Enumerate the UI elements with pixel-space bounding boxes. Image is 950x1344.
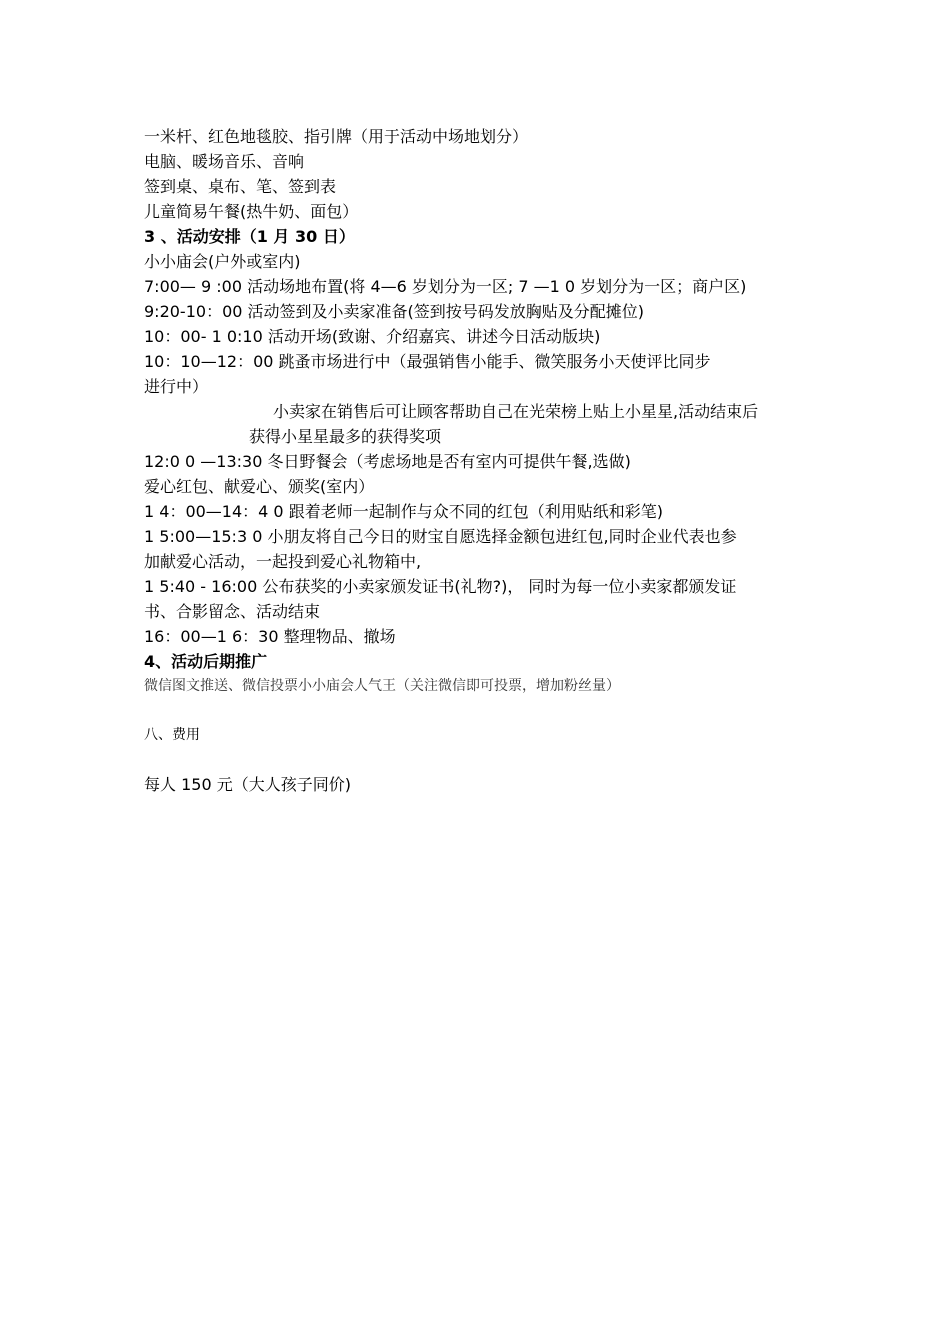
market-note-line-1: 小卖家在销售后可让顾客帮助自己在光荣榜上贴上小星星,活动结束后 (273, 402, 759, 421)
promotion-text: 微信图文推送、微信投票小小庙会人气王（关注微信即可投票，增加粉丝量） (144, 678, 620, 694)
section-heading-promotion: 4、活动后期推广 (144, 652, 268, 671)
schedule-item-setup: 7:00— 9 :00 活动场地布置(将 4—6 岁划分为一区; 7 —1 0 岁划分为一区；商户区) (144, 277, 747, 296)
equipment-line-4: 儿童简易午餐(热牛奶、面包） (144, 202, 359, 221)
schedule-item-signin: 9:20-10：00 活动签到及小卖家准备(签到按号码发放胸贴及分配摊位) (144, 302, 644, 321)
equipment-line-3: 签到桌、桌布、笔、签到表 (144, 177, 337, 196)
equipment-line-2: 电脑、暖场音乐、音响 (144, 152, 305, 171)
event-name: 小小庙会(户外或室内) (144, 252, 301, 271)
equipment-line-1: 一米杆、红色地毯胶、指引牌（用于活动中场地划分） (144, 127, 529, 146)
schedule-item-awards: 1 5:40 - 16:00 公布获奖的小卖家颁发证书(礼物?)， 同时为每一位小卖家都颁发证 (144, 577, 737, 596)
schedule-item-awards-cont: 书、合影留念、活动结束 (144, 602, 321, 621)
schedule-item-cleanup: 16：00—1 6：30 整理物品、撤场 (144, 627, 396, 646)
section-heading-schedule: 3 、活动安排（1 月 30 日） (144, 227, 355, 246)
market-note-line-2: 获得小星星最多的获得奖项 (249, 427, 442, 446)
schedule-item-market: 10：10—12：00 跳蚤市场进行中（最强销售小能手、微笑服务小天使评比同步 (144, 352, 711, 371)
schedule-item-opening: 10：00- 1 0:10 活动开场(致谢、介绍嘉宾、讲述今日活动版块) (144, 327, 601, 346)
schedule-item-donation-cont: 加献爱心活动，一起投到爱心礼物箱中, (144, 552, 422, 571)
document-page (144, 0, 814, 1344)
schedule-item-picnic: 12:0 0 —13:30 冬日野餐会（考虑场地是否有室内可提供午餐,选做) (144, 452, 631, 471)
cost-text: 每人 150 元（大人孩子同价) (144, 775, 351, 794)
charity-heading: 爱心红包、献爱心、颁奖(室内） (144, 477, 375, 496)
section-heading-cost: 八、费用 (144, 727, 200, 743)
schedule-item-market-cont: 进行中） (144, 377, 209, 396)
schedule-item-donation: 1 5:00—15:3 0 小朋友将自己今日的财宝自愿选择金额包进红包,同时企业代表也参 (144, 527, 737, 546)
schedule-item-redpacket: 1 4：00—14：4 0 跟着老师一起制作与众不同的红包（利用贴纸和彩笔) (144, 502, 663, 521)
